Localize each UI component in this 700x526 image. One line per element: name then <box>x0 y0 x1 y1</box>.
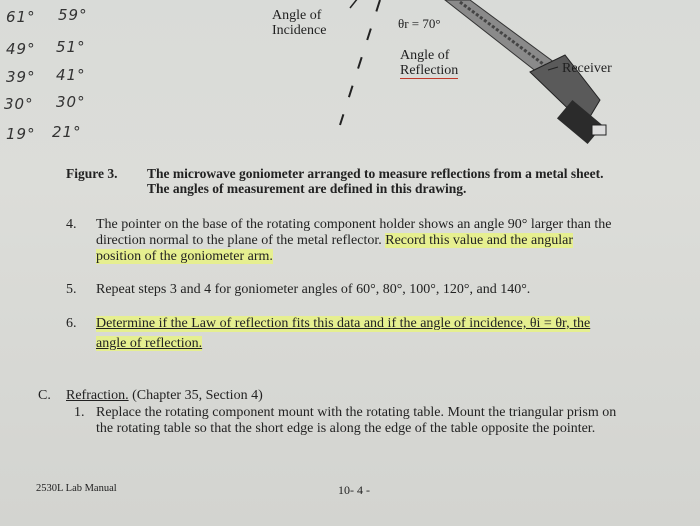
receiver-connector <box>592 125 606 135</box>
step-number: 4. <box>66 217 77 232</box>
receiver-label: Receiver <box>562 61 612 76</box>
hand-note: 41° <box>56 66 86 84</box>
step-number: 1. <box>74 405 85 420</box>
figure-caption-line2: The angles of measurement are defined in this drawing. <box>147 181 467 196</box>
hand-note: 51° <box>56 38 86 56</box>
figure-caption-line1: The microwave goniometer arranged to measure reflections from a metal sheet. <box>147 166 604 181</box>
hand-note: 21° <box>52 123 82 141</box>
step-4-text: The pointer on the base of the rotating component holder shows an angle 90° larger than the direction normal to the plane of the metal reflector. Record this value and the angular position of the goniometer arm. <box>96 217 612 264</box>
section-letter: C. <box>38 388 51 403</box>
hand-note: 30° <box>56 93 86 111</box>
step-6-text: Determine if the Law of reflection fits this data and if the angle of incidence, θi = θr, the angle of reflection. <box>96 316 591 351</box>
step-number: 6. <box>66 316 77 331</box>
footer-page-number: 10- 4 - <box>338 483 370 497</box>
figure-label: Figure 3. <box>66 166 118 181</box>
step-5-text: Repeat steps 3 and 4 for goniometer angles of 60°, 80°, 100°, 120°, and 140°. <box>96 282 531 297</box>
step-number: 5. <box>66 282 77 297</box>
theta-r-label: θr = 70° <box>398 16 441 31</box>
hand-note: 49° <box>6 40 36 58</box>
arc-tick <box>350 0 358 8</box>
section-c-step-1-text: Replace the rotating component mount with the rotating table. Mount the triangular prism on the rotating table so that the short edge is along the edge of the table opposite the pointer. <box>96 405 617 436</box>
hand-note: 19° <box>6 125 36 143</box>
angle-of-reflection-label: Angle of Reflection <box>400 48 459 78</box>
footer-manual-title: 2530L Lab Manual <box>36 483 117 494</box>
incidence-line <box>340 0 380 125</box>
hand-note: 30° <box>4 95 34 113</box>
angle-of-incidence-label: Angle of Incidence <box>272 8 327 38</box>
hand-note: 39° <box>6 68 36 86</box>
hand-note: 59° <box>58 6 88 24</box>
hand-note: 61° <box>6 8 36 26</box>
section-c-heading: Refraction. (Chapter 35, Section 4) <box>66 388 263 403</box>
